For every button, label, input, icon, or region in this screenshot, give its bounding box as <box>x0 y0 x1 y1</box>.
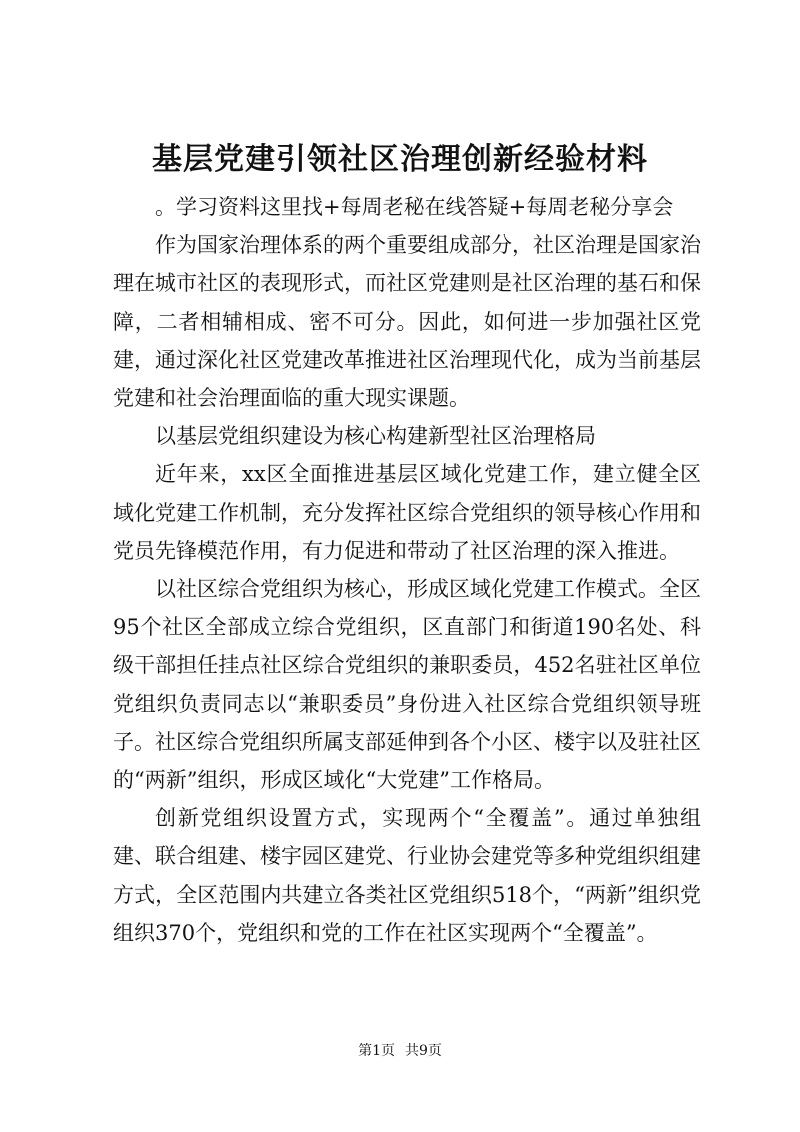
document-body <box>113 188 701 952</box>
paragraph-4: 创新党组织设置方式，实现两个“全覆盖”。通过单独组建、联合组建、楼宇园区建党、行业协会建党等多种党组织组建方式，全区范围内共建立各类社区党组织518个，“两新”组织党组织370个，党组织和党的工作在社区实现两个“全覆盖”。 <box>113 806 701 945</box>
page-total: 共9页 <box>405 1043 442 1059</box>
paragraph-2: 近年来，xx区全面推进基层区域化党建工作，建立健全区域化党建工作机制，充分发挥社区综合党组织的领导核心作用和党员先锋模范作用，有力促进和带动了社区治理的深入推进。 <box>113 462 701 563</box>
paragraph-3: 以社区综合党组织为核心，形成区域化党建工作模式。全区95个社区全部成立综合党组织，区直部门和街道190名处、科级干部担任挂点社区综合党组织的兼职委员，452名驻社区单位党组织负责同志以“兼职委员”身份进入社区综合党组织领导班子。社区综合党组织所属支部延伸到各个小区、楼宇以及驻社区的“两新”组织，形成区域化“大党建”工作格局。 <box>113 577 701 793</box>
paragraph-1: 作为国家治理体系的两个重要组成部分，社区治理是国家治理在城市社区的表现形式，而社区党建则是社区治理的基石和保障，二者相辅相成、密不可分。因此，如何进一步加强社区党建，通过深化社区党建改革推进社区治理现代化，成为当前基层党建和社会治理面临的重大现实课题。 <box>113 233 701 411</box>
section-heading: 以基层党组织建设为核心构建新型社区治理格局 <box>155 424 596 449</box>
document-title: 基层党建引领社区治理创新经验材料 <box>152 142 648 177</box>
page-number: 第1页 <box>358 1043 395 1059</box>
intro-line: 。学习资料这里找+每周老秘在线答疑+每周老秘分享会 <box>155 195 674 219</box>
page-footer <box>0 1041 800 1061</box>
